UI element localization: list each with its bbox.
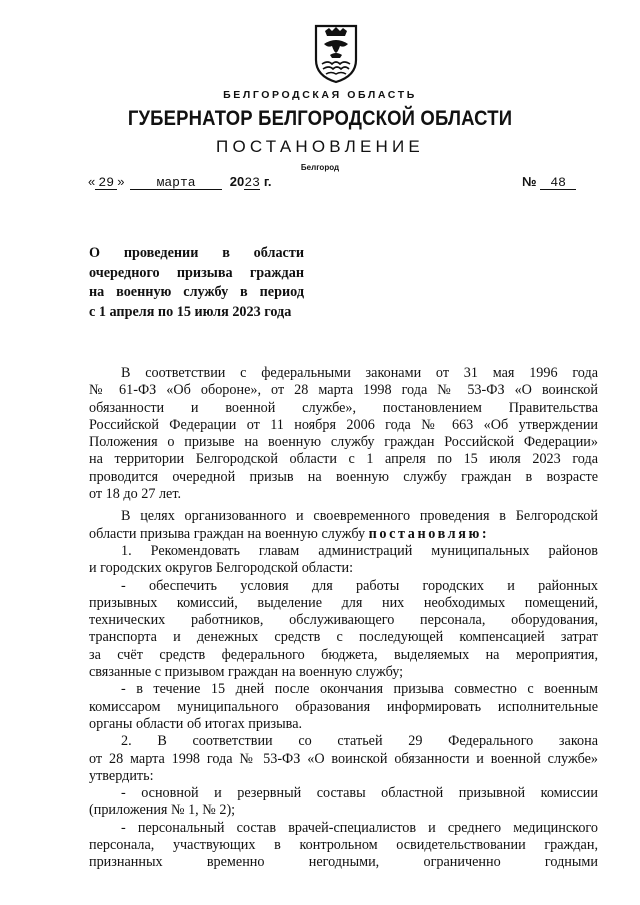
body-line: 1. Рекомендовать главам администраций муниципальных районов bbox=[121, 542, 598, 559]
date-year-unit: г. bbox=[263, 174, 272, 189]
document-number bbox=[522, 174, 576, 190]
body-line: Российской Федерации от 11 ноября 2006 года № 663 «Об утверждении bbox=[89, 416, 598, 433]
region-name: БЕЛГОРОДСКАЯ ОБЛАСТЬ bbox=[223, 89, 417, 101]
date-month: марта bbox=[130, 176, 222, 190]
body-line: транспорта и денежных средств с последующей компенсацией затрат bbox=[89, 629, 598, 646]
subject-line: О проведении в области bbox=[89, 245, 304, 261]
subject-line: очередного призыва граждан bbox=[89, 264, 304, 281]
page-title: ГУБЕРНАТОР БЕЛГОРОДСКОЙ ОБЛАСТИ bbox=[127, 106, 513, 130]
document-type: ПОСТАНОВЛЕНИЕ bbox=[216, 137, 424, 156]
body-line: - обеспечить условия для работы городских и районных bbox=[121, 577, 598, 594]
body-line: № 61-ФЗ «Об обороне», от 28 марта 1998 года № 53-ФЗ «О воинской bbox=[89, 382, 598, 399]
document-date bbox=[88, 174, 272, 190]
number-label: № bbox=[522, 174, 537, 189]
body-line: проводится очередной призыв на военную службу граждан в возрасте bbox=[89, 468, 598, 485]
date-year-prefix: 20 bbox=[229, 174, 245, 189]
date-year-suffix: 23 bbox=[244, 175, 260, 190]
city-name: Белгород bbox=[300, 163, 340, 172]
body-line: - основной и резервный составы областной призывной комиссии bbox=[121, 785, 598, 802]
body-line: от 28 марта 1998 года № 53-ФЗ «О воинской обязанности и военной службе» bbox=[89, 750, 598, 767]
body-line: призывных комиссий, выделение для них необходимых помещений, bbox=[89, 594, 598, 611]
date-close-quote: » bbox=[117, 174, 125, 189]
number-value: 48 bbox=[540, 176, 576, 190]
coat-of-arms-emblem bbox=[310, 22, 362, 84]
date-day: 29 bbox=[95, 176, 117, 190]
body-line: (приложения № 1, № 2); bbox=[89, 802, 236, 819]
body-line: персонала, участвующих в контрольном освидетельствовании граждан, bbox=[89, 837, 598, 854]
body-line: В целях организованного и своевременного проведения в Белгородской bbox=[121, 508, 598, 525]
resolution-keyword: постановляю: bbox=[368, 525, 490, 542]
body-line: Положения о призыве на военную службу граждан Российской Федерации» bbox=[89, 434, 598, 451]
body-line: и городских округов Белгородской области: bbox=[89, 560, 354, 577]
body-line: от 18 до 27 лет. bbox=[89, 486, 182, 503]
body-line: 2. В соответствии со статьей 29 Федерального закона bbox=[121, 733, 598, 750]
body-line: утвердить: bbox=[89, 767, 154, 784]
subject-line: с 1 апреля по 15 июля 2023 года bbox=[89, 303, 292, 320]
body-line: технических работников, обслуживающего персонала, оборудования, bbox=[89, 612, 598, 629]
body-line: связанные с призывом граждан на военную службу; bbox=[89, 664, 404, 681]
body-line-text: области призыва граждан на военную службу bbox=[89, 525, 366, 542]
document-subject bbox=[89, 244, 304, 322]
body-line: - персональный состав врачей-специалистов и среднего медицинского bbox=[121, 819, 598, 836]
body-line: органы области об итогах призыва. bbox=[89, 715, 303, 732]
date-open-quote: « bbox=[88, 174, 96, 189]
body-line: - в течение 15 дней после окончания призыва совместно с военным bbox=[121, 681, 598, 698]
body-line: обязанности и военной службе», постановлением Правительства bbox=[89, 399, 598, 416]
body-line: комиссаром муниципального образования информировать исполнительные bbox=[89, 698, 598, 715]
document-body bbox=[89, 365, 598, 872]
body-line: за счёт средств федерального бюджета, выделяемых на мероприятия, bbox=[89, 646, 598, 663]
body-line: на территории Белгородской области с 1 апреля по 15 июля 2023 года bbox=[89, 451, 598, 468]
body-line: признанных временно негодными, ограниченно годными bbox=[89, 854, 598, 871]
body-line: В соответствии с федеральными законами от 31 мая 1996 года bbox=[121, 365, 598, 381]
body-line bbox=[89, 526, 598, 543]
subject-line: на военную службу в период bbox=[89, 284, 304, 301]
